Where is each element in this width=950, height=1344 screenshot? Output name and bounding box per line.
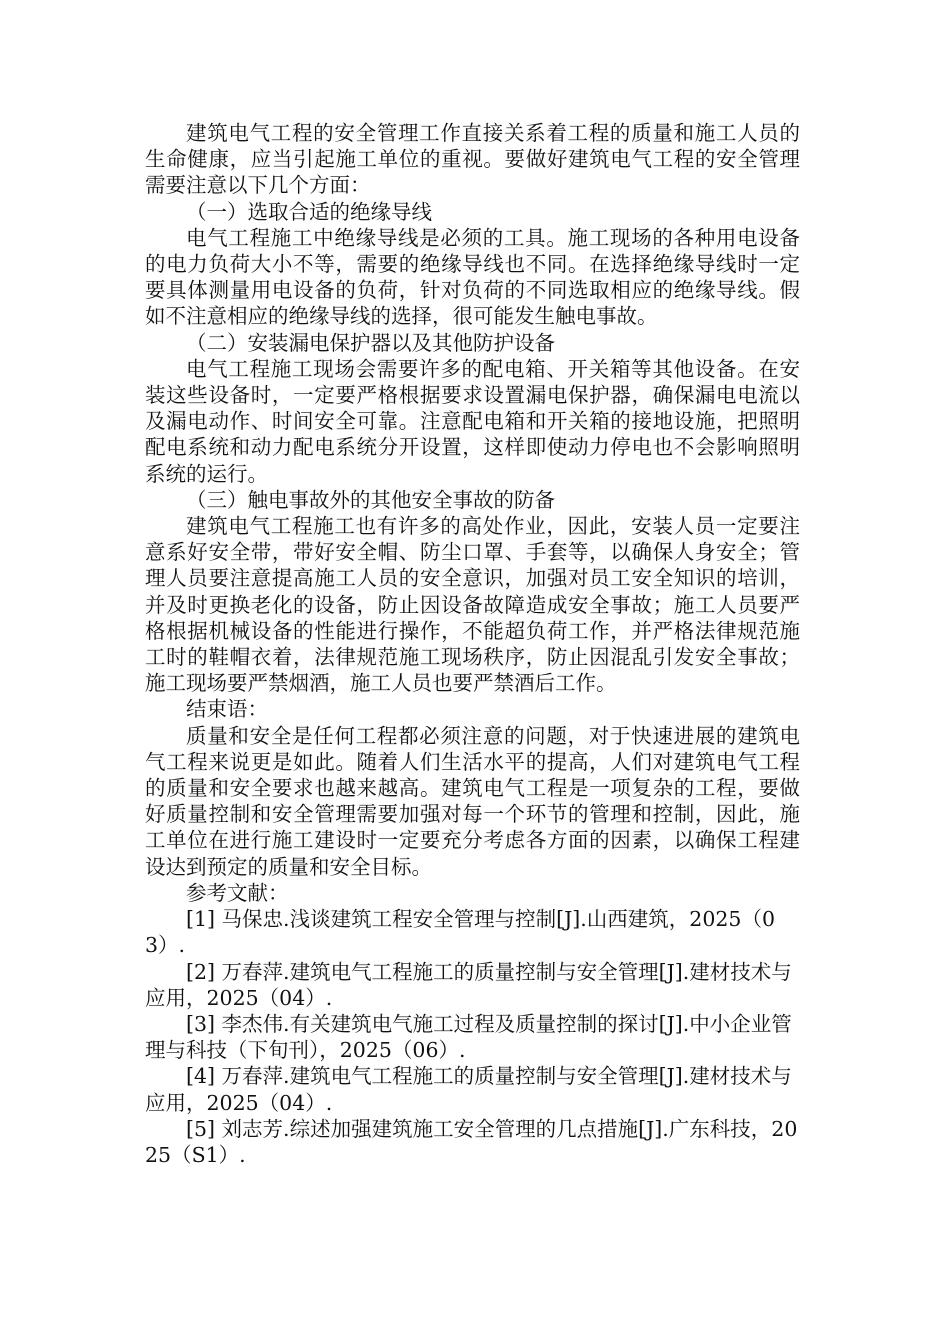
section-heading-2: （二）安装漏电保护器以及其他防护设备 <box>186 330 555 355</box>
reference-item-3: [3] 李杰伟.有关建筑电气施工过程及质量控制的探讨[J].中小企业管理与科技（下旬刊），2025（06）. <box>145 1011 792 1063</box>
conclusion-heading: 结束语： <box>186 697 268 722</box>
section-body-2: 电气工程施工现场会需要许多的配电箱、开关箱等其他设备。在安装这些设备时，一定要严格根据要求设置漏电保护器，确保漏电电流以及漏电动作、时间安全可靠。注意配电箱和开关箱的接地设施，把照明配电系统和动力配电系统分开设置，这样即使动力停电也不会影响照明系统的运行。 <box>145 356 800 486</box>
document-page <box>145 120 800 1168</box>
reference-item-4: [4] 万春萍.建筑电气工程施工的质量控制与安全管理[J].建材技术与应用，2025（04）. <box>145 1064 792 1115</box>
section-body-3: 建筑电气工程施工也有许多的高处作业，因此，安装人员一定要注意系好安全带，带好安全帽、防尘口罩、手套等，以确保人身安全；管理人员要注意提高施工人员的安全意识，加强对员工安全知识的培训，并及时更换老化的设备，防止因设备故障造成安全事故；施工人员要严格根据机械设备的性能进行操作，不能超负荷工作，并严格法律规范施工时的鞋帽衣着，法律规范施工现场秩序，防止因混乱引发安全事故；施工现场要严禁烟酒，施工人员也要严禁酒后工作。 <box>145 514 800 696</box>
section-heading-3: （三）触电事故外的其他安全事故的防备 <box>186 487 555 512</box>
intro-paragraph: 建筑电气工程的安全管理工作直接关系着工程的质量和施工人员的生命健康，应当引起施工单位的重视。要做好建筑电气工程的安全管理需要注意以下几个方面： <box>145 121 800 198</box>
reference-item-5: [5] 刘志芳.综述加强建筑施工安全管理的几点措施[J].广东科技，2025（S1）. <box>145 1116 798 1167</box>
section-heading-1: （一）选取合适的绝缘导线 <box>186 199 432 224</box>
section-body-1: 电气工程施工中绝缘导线是必须的工具。施工现场的各种用电设备的电力负荷大小不等，需要的绝缘导线也不同。在选择绝缘导线时一定要具体测量用电设备的负荷，针对负荷的不同选取相应的绝缘导线。假如不注意相应的绝缘导线的选择，很可能发生触电事故。 <box>145 225 800 329</box>
conclusion-body: 质量和安全是任何工程都必须注意的问题，对于快速进展的建筑电气工程来说更是如此。随着人们生活水平的提高，人们对建筑电气工程的质量和安全要求也越来越高。建筑电气工程是一项复杂的工程，要做好质量控制和安全管理需要加强对每一个环节的管理和控制，因此，施工单位在进行施工建设时一定要充分考虑各方面的因素，以确保工程建设达到预定的质量和安全目标。 <box>145 723 800 879</box>
reference-item-2: [2] 万春萍.建筑电气工程施工的质量控制与安全管理[J].建材技术与应用，2025（04）. <box>145 959 792 1010</box>
references-heading: 参考文献： <box>186 880 289 905</box>
reference-item-1: [1] 马保忠.浅谈建筑工程安全管理与控制[J].山西建筑，2025（03）. <box>145 907 776 958</box>
